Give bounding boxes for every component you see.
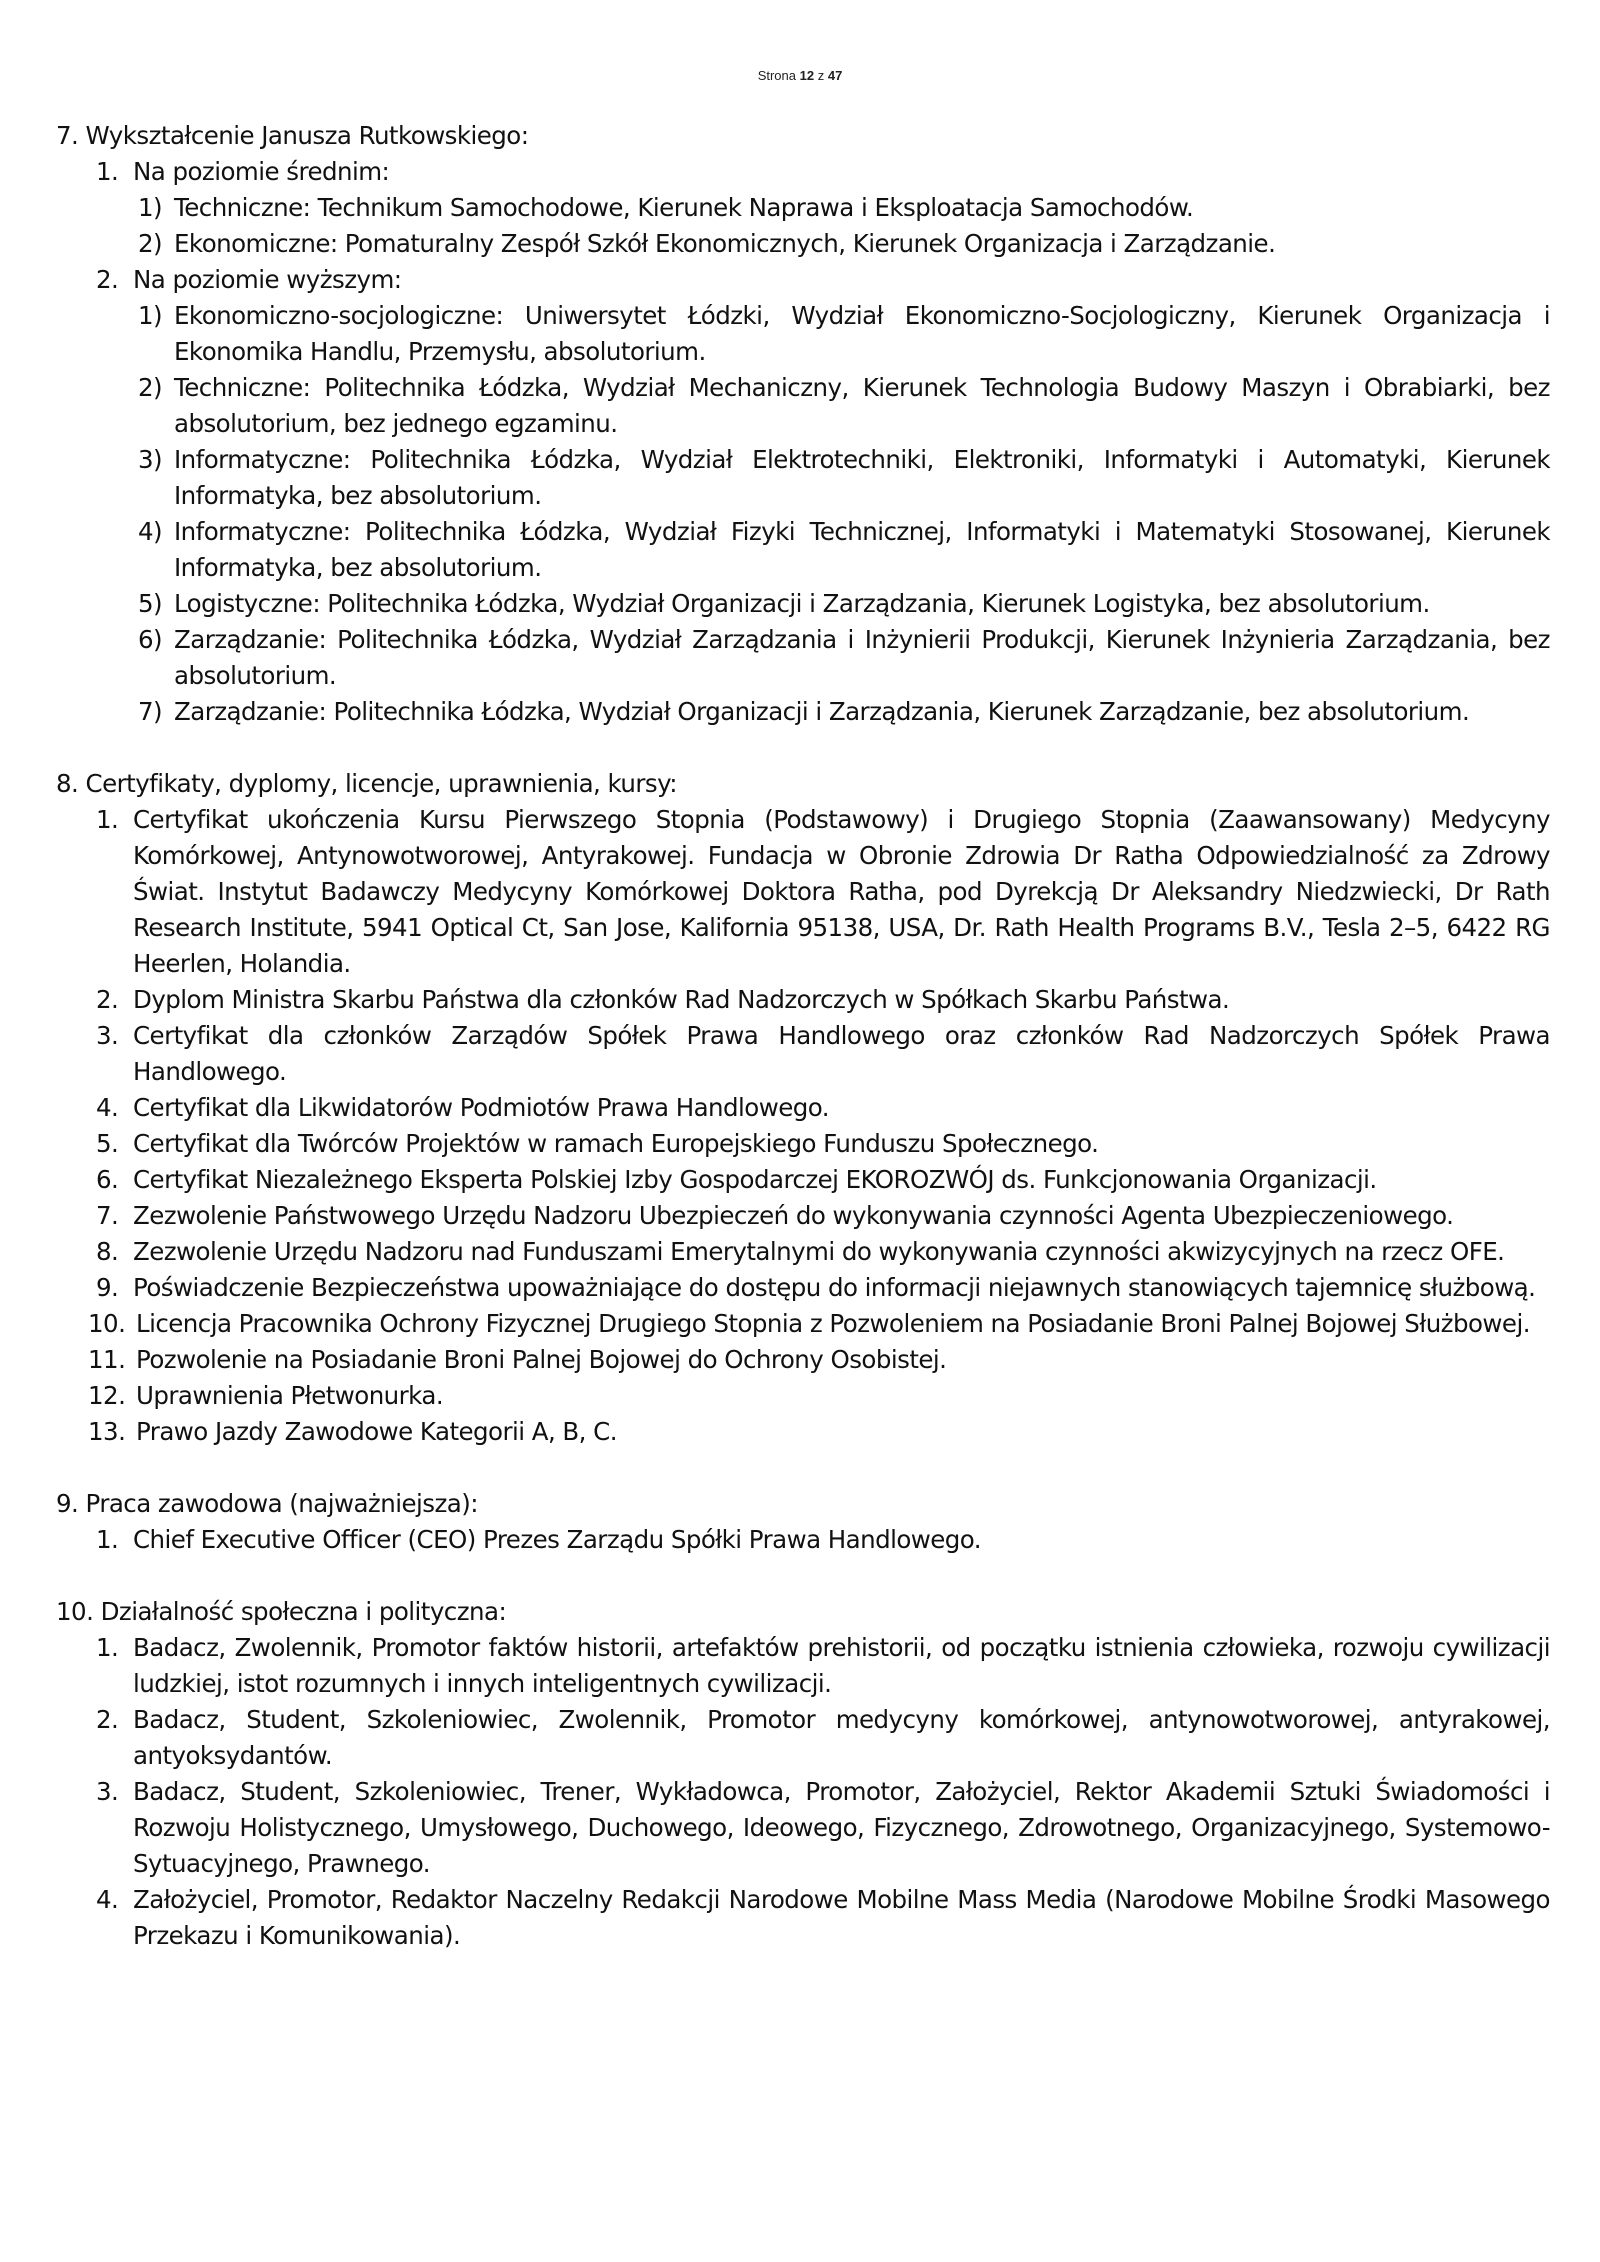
item-text: Zezwolenie Urzędu Nadzoru nad Funduszami Emerytalnymi do wykonywania czynności akwizycyjnych na rzecz OFE. bbox=[133, 1237, 1505, 1266]
item-number: 4. bbox=[96, 1885, 119, 1914]
item-text: Certyfikat dla członków Zarządów Spółek Prawa Handlowego oraz członków Rad Nadzorczych Spółek Prawa Handlowego. bbox=[133, 1021, 1550, 1086]
document-body bbox=[56, 118, 1550, 1990]
list-item bbox=[56, 1306, 1550, 1342]
item-number: 12. bbox=[88, 1381, 126, 1410]
item-number: 8. bbox=[96, 1237, 119, 1266]
subitem-number: 6) bbox=[138, 625, 163, 654]
sub-list-item bbox=[56, 190, 1550, 226]
sub-list-item bbox=[56, 226, 1550, 262]
page-separator: z bbox=[817, 68, 825, 83]
current-page-number: 12 bbox=[799, 68, 815, 83]
page-label: Strona bbox=[757, 68, 796, 83]
item-number: 3. bbox=[96, 1777, 119, 1806]
section-title: Działalność społeczna i polityczna: bbox=[100, 1597, 507, 1626]
item-text: Prawo Jazdy Zawodowe Kategorii A, B, C. bbox=[136, 1417, 617, 1446]
sub-list-item bbox=[56, 298, 1550, 370]
item-text: Certyfikat dla Likwidatorów Podmiotów Prawa Handlowego. bbox=[133, 1093, 829, 1122]
list-item bbox=[56, 1018, 1550, 1090]
item-number: 10. bbox=[88, 1309, 126, 1338]
total-pages-number: 47 bbox=[827, 68, 843, 83]
page-number-header bbox=[0, 68, 1600, 83]
subitem-number: 2) bbox=[138, 373, 163, 402]
subitem-number: 7) bbox=[138, 697, 163, 726]
list-item bbox=[56, 1198, 1550, 1234]
item-number: 9. bbox=[96, 1273, 119, 1302]
item-text: Certyfikat ukończenia Kursu Pierwszego Stopnia (Podstawowy) i Drugiego Stopnia (Zaawansowany) Medycyny Komórkowej, Antynowotworowej, Antyrakowej. Fundacja w Obronie Zdrowia Dr Ratha Odpowiedzialność za Zdrowy Świat. Instytut Badawczy Medycyny Komórkowej Doktora Ratha, pod Dyrekcją Dr Aleksandry Niedzwiecki, Dr Rath Research Institute, 5941 Optical Ct, San Jose, Kalifornia 95138, USA, Dr. Rath Health Programs B.V., Tesla 2–5, 6422 RG Heerlen, Holandia. bbox=[133, 805, 1550, 978]
sub-list-item bbox=[56, 586, 1550, 622]
subitem-number: 3) bbox=[138, 445, 163, 474]
section-heading bbox=[56, 766, 1550, 802]
section-certificates bbox=[56, 766, 1550, 1450]
list-item bbox=[56, 262, 1550, 298]
item-number: 1. bbox=[96, 1525, 119, 1554]
item-number: 2. bbox=[96, 265, 119, 294]
subitem-number: 5) bbox=[138, 589, 163, 618]
item-text: Certyfikat Niezależnego Eksperta Polskiej Izby Gospodarczej EKOROZWÓJ ds. Funkcjonowania Organizacji. bbox=[133, 1165, 1377, 1194]
section-title: Wykształcenie Janusza Rutkowskiego: bbox=[85, 121, 529, 150]
item-number: 13. bbox=[88, 1417, 126, 1446]
list-item bbox=[56, 982, 1550, 1018]
sub-list-item bbox=[56, 622, 1550, 694]
list-item bbox=[56, 154, 1550, 190]
section-education bbox=[56, 118, 1550, 730]
list-item bbox=[56, 1702, 1550, 1774]
item-number: 5. bbox=[96, 1129, 119, 1158]
item-text: Certyfikat dla Twórców Projektów w ramach Europejskiego Funduszu Społecznego. bbox=[133, 1129, 1099, 1158]
sub-list-item bbox=[56, 370, 1550, 442]
list-item bbox=[56, 1126, 1550, 1162]
subitem-text: Zarządzanie: Politechnika Łódzka, Wydział Zarządzania i Inżynierii Produkcji, Kierunek Inżynieria Zarządzania, bez absolutorium. bbox=[174, 625, 1550, 690]
list-item bbox=[56, 1090, 1550, 1126]
item-text: Pozwolenie na Posiadanie Broni Palnej Bojowej do Ochrony Osobistej. bbox=[136, 1345, 947, 1374]
sub-list-item bbox=[56, 514, 1550, 586]
item-text: Założyciel, Promotor, Redaktor Naczelny Redakcji Narodowe Mobilne Mass Media (Narodowe Mobilne Środki Masowego Przekazu i Komunikowania). bbox=[133, 1885, 1550, 1950]
item-number: 6. bbox=[96, 1165, 119, 1194]
item-number: 4. bbox=[96, 1093, 119, 1122]
item-number: 2. bbox=[96, 985, 119, 1014]
subitem-number: 2) bbox=[138, 229, 163, 258]
item-number: 1. bbox=[96, 805, 119, 834]
subitem-number: 1) bbox=[138, 301, 163, 330]
item-text: Uprawnienia Płetwonurka. bbox=[136, 1381, 444, 1410]
section-heading bbox=[56, 118, 1550, 154]
item-text: Poświadczenie Bezpieczeństwa upoważniające do dostępu do informacji niejawnych stanowiących tajemnicę służbową. bbox=[133, 1273, 1536, 1302]
subitem-text: Informatyczne: Politechnika Łódzka, Wydział Fizyki Technicznej, Informatyki i Matematyki Stosowanej, Kierunek Informatyka, bez absolutorium. bbox=[174, 517, 1550, 582]
item-text: Zezwolenie Państwowego Urzędu Nadzoru Ubezpieczeń do wykonywania czynności Agenta Ubezpieczeniowego. bbox=[133, 1201, 1454, 1230]
item-number: 1. bbox=[96, 1633, 119, 1662]
list-item bbox=[56, 1162, 1550, 1198]
subitem-text: Techniczne: Politechnika Łódzka, Wydział Mechaniczny, Kierunek Technologia Budowy Maszyn i Obrabiarki, bez absolutorium, bez jednego egzaminu. bbox=[174, 373, 1550, 438]
section-title: Certyfikaty, dyplomy, licencje, uprawnienia, kursy: bbox=[85, 769, 677, 798]
item-text: Badacz, Student, Szkoleniowiec, Trener, Wykładowca, Promotor, Założyciel, Rektor Akademii Sztuki Świadomości i Rozwoju Holistycznego, Umysłowego, Duchowego, Ideowego, Fizycznego, Zdrowotnego, Organizacyjnego, Systemowo-Sytuacyjnego, Prawnego. bbox=[133, 1777, 1550, 1878]
list-item bbox=[56, 1774, 1550, 1882]
list-item bbox=[56, 1882, 1550, 1954]
subitem-text: Logistyczne: Politechnika Łódzka, Wydział Organizacji i Zarządzania, Kierunek Logistyka, bez absolutorium. bbox=[174, 589, 1430, 618]
section-heading bbox=[56, 1486, 1550, 1522]
item-text: Licencja Pracownika Ochrony Fizycznej Drugiego Stopnia z Pozwoleniem na Posiadanie Broni Palnej Bojowej Służbowej. bbox=[136, 1309, 1530, 1338]
list-item bbox=[56, 1378, 1550, 1414]
section-social-activity bbox=[56, 1594, 1550, 1954]
list-item bbox=[56, 1342, 1550, 1378]
subitem-text: Ekonomiczne: Pomaturalny Zespół Szkół Ekonomicznych, Kierunek Organizacja i Zarządzanie. bbox=[174, 229, 1276, 258]
section-number: 7. bbox=[56, 121, 79, 150]
subitem-number: 1) bbox=[138, 193, 163, 222]
section-title: Praca zawodowa (najważniejsza): bbox=[85, 1489, 478, 1518]
list-item bbox=[56, 1414, 1550, 1450]
item-text: Badacz, Zwolennik, Promotor faktów historii, artefaktów prehistorii, od początku istnienia człowieka, rozwoju cywilizacji ludzkiej, istot rozumnych i innych inteligentnych cywilizacji. bbox=[133, 1633, 1550, 1698]
list-item bbox=[56, 1630, 1550, 1702]
item-number: 1. bbox=[96, 157, 119, 186]
subitem-text: Techniczne: Technikum Samochodowe, Kierunek Naprawa i Eksploatacja Samochodów. bbox=[174, 193, 1194, 222]
item-number: 3. bbox=[96, 1021, 119, 1050]
subitem-text: Zarządzanie: Politechnika Łódzka, Wydział Organizacji i Zarządzania, Kierunek Zarządzanie, bez absolutorium. bbox=[174, 697, 1470, 726]
item-number: 7. bbox=[96, 1201, 119, 1230]
subitem-number: 4) bbox=[138, 517, 163, 546]
list-item bbox=[56, 1270, 1550, 1306]
sub-list-item bbox=[56, 442, 1550, 514]
item-number: 11. bbox=[88, 1345, 126, 1374]
section-number: 8. bbox=[56, 769, 79, 798]
item-text: Chief Executive Officer (CEO) Prezes Zarządu Spółki Prawa Handlowego. bbox=[133, 1525, 982, 1554]
item-text: Na poziomie średnim: bbox=[133, 157, 390, 186]
section-number: 9. bbox=[56, 1489, 79, 1518]
section-number: 10. bbox=[56, 1597, 94, 1626]
item-number: 2. bbox=[96, 1705, 119, 1734]
list-item bbox=[56, 1234, 1550, 1270]
list-item bbox=[56, 802, 1550, 982]
section-heading bbox=[56, 1594, 1550, 1630]
item-text: Na poziomie wyższym: bbox=[133, 265, 402, 294]
sub-list-item bbox=[56, 694, 1550, 730]
section-work bbox=[56, 1486, 1550, 1558]
subitem-text: Informatyczne: Politechnika Łódzka, Wydział Elektrotechniki, Elektroniki, Informatyki i Automatyki, Kierunek Informatyka, bez absolutorium. bbox=[174, 445, 1550, 510]
list-item bbox=[56, 1522, 1550, 1558]
item-text: Badacz, Student, Szkoleniowiec, Zwolennik, Promotor medycyny komórkowej, antynowotworowej, antyrakowej, antyoksydantów. bbox=[133, 1705, 1550, 1770]
item-text: Dyplom Ministra Skarbu Państwa dla członków Rad Nadzorczych w Spółkach Skarbu Państwa. bbox=[133, 985, 1230, 1014]
subitem-text: Ekonomiczno-socjologiczne: Uniwersytet Łódzki, Wydział Ekonomiczno-Socjologiczny, Kierunek Organizacja i Ekonomika Handlu, Przemysłu, absolutorium. bbox=[174, 301, 1550, 366]
